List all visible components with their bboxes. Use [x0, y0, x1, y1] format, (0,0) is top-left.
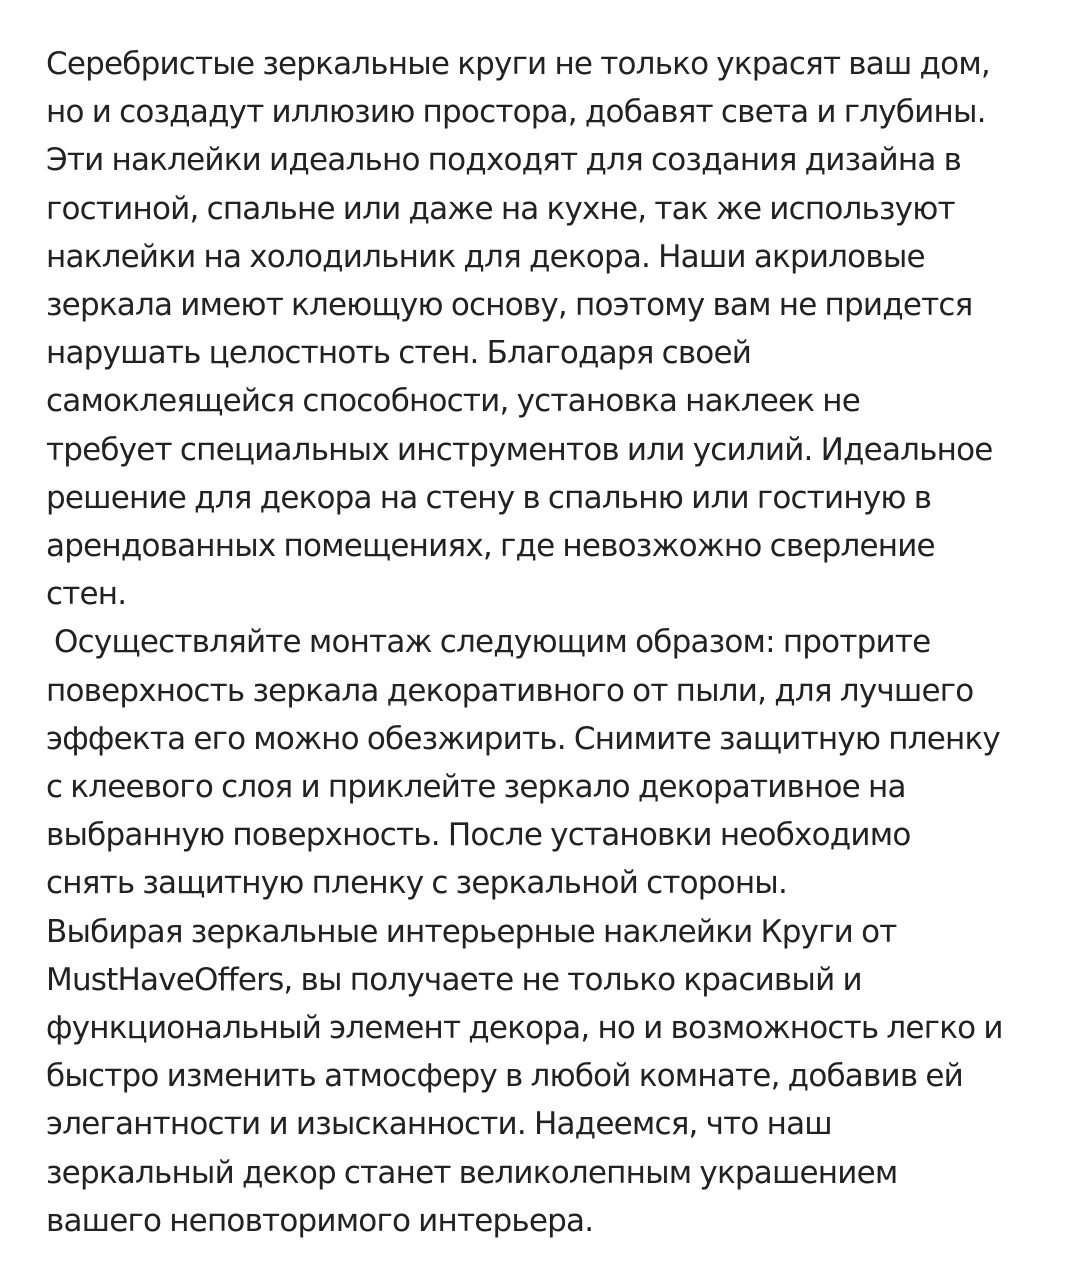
- text-line: зеркала имеют клеющую основу, поэтому вам не придется: [46, 287, 973, 324]
- text-line: Осуществляйте монтаж следующим образом: протрите: [46, 624, 931, 661]
- text-line: снять защитную пленку с зеркальной стороны.: [46, 865, 788, 902]
- text-line: с клеевого слоя и приклейте зеркало декоративное на: [46, 769, 906, 806]
- text-line: но и создадут иллюзию простора, добавят света и глубины.: [46, 94, 986, 131]
- text-line: требует специальных инструментов или усилий. Идеальное: [46, 431, 993, 468]
- text-line: зеркальный декор станет великолепным украшением: [46, 1154, 898, 1191]
- text-line: вашего неповторимого интерьера.: [46, 1202, 594, 1239]
- text-line: стен.: [46, 576, 127, 613]
- text-line: Эти наклейки идеально подходят для создания дизайна в: [46, 142, 962, 179]
- text-line: MustHaveOffers, вы получаете не только красивый и: [46, 961, 862, 998]
- text-line: быстро изменить атмосферу в любой комнате, добавив ей: [46, 1058, 963, 1095]
- text-line: эффекта его можно обезжирить. Снимите защитную пленку: [46, 720, 1000, 757]
- text-line: наклейки на холодильник для декора. Наши акриловые: [46, 238, 925, 275]
- text-line: Выбирая зеркальные интерьерные наклейки Круги от: [46, 913, 897, 950]
- text-line: функциональный элемент декора, но и возможность легко и: [46, 1010, 1003, 1047]
- text-line: Серебристые зеркальные круги не только украсят ваш дом,: [46, 46, 990, 82]
- text-line: гостиной, спальне или даже на кухне, так же используют: [46, 190, 955, 227]
- text-line: поверхность зеркала декоративного от пыли, для лучшего: [46, 672, 974, 709]
- text-line: самоклеящейся способности, установка наклеек не: [46, 383, 861, 420]
- text-line: выбранную поверхность. После установки необходимо: [46, 817, 911, 854]
- text-line: решение для декора на стену в спальню или гостиную в: [46, 479, 932, 516]
- text-line: арендованных помещениях, где невозжожно сверление: [46, 528, 935, 565]
- text-line: элегантности и изысканности. Надеемся, что наш: [46, 1106, 832, 1143]
- text-line: нарушать целостноть стен. Благодаря своей: [46, 335, 752, 372]
